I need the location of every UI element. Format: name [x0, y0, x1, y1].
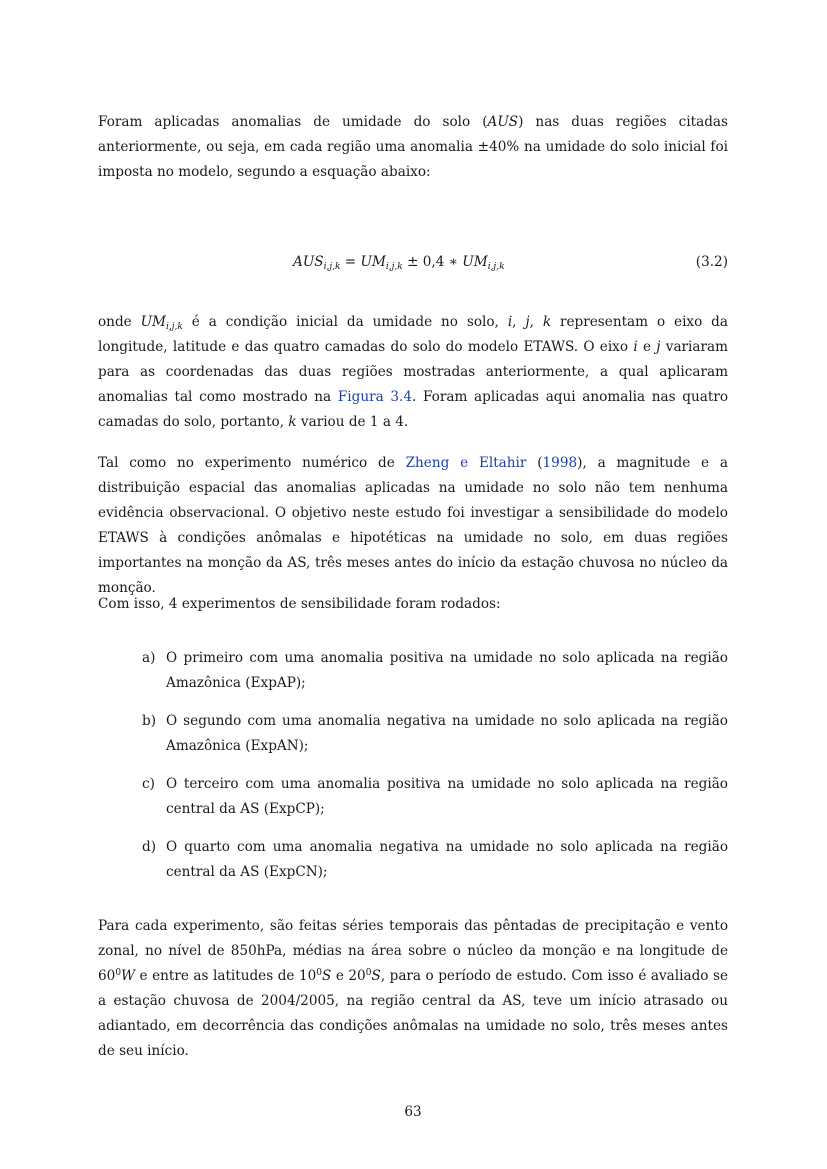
- paragraph-analysis-method: Para cada experimento, são feitas séries temporais das pêntadas de precipitação e vento zonal, no nível de 850hPa, médias na área sobre o núcleo da monção e na longitude de $60^0W$ e entre as latitudes de $10^0S$ e $20^0S$, para o período de estudo. Com isso é avaliado se a estação chuvosa de 2004/2005, na região central da AS, teve um início atrasado ou adiantado, em decorrência das condições anômalas na umidade no solo, três meses antes de seu início.: [98, 918, 728, 1059]
- list-item: [142, 835, 728, 885]
- equation-number: (3.2): [695, 254, 728, 270]
- paragraph-equation-explanation: onde $UM_{i,j,k}$ é a condição inicial da umidade no solo, i, j, k representam o eixo da longitude, latitude e das quatro camadas do solo do modelo ETAWS. O eixo i e j variaram para as coordenadas das duas regiões mostradas anteriormente, a qual aplicaram anomalias tal como mostrado na Figura 3.4. Foram aplicadas aqui anomalia nas quatro camadas do solo, portanto, k variou de 1 a 4.: [98, 314, 729, 430]
- paragraph-experiments-intro: Com isso, 4 experimentos de sensibilidade foram rodados:: [98, 596, 501, 612]
- figure-reference-link[interactable]: Figura 3.4: [337, 389, 412, 405]
- paragraph-intro: Foram aplicadas anomalias de umidade do solo (AUS) nas duas regiões citadas anteriormente, ou seja, em cada região uma anomalia ±40% na umidade do solo inicial foi imposta no modelo, segundo a esquação abaixo:: [98, 114, 728, 180]
- list-item: [142, 772, 728, 822]
- list-item-text: O quarto com uma anomalia negativa na umidade no solo aplicada na região central da AS (ExpCN);: [166, 839, 728, 880]
- page-number: 63: [404, 1104, 422, 1120]
- equation-3-2: [98, 250, 728, 275]
- list-item-text: O primeiro com uma anomalia positiva na umidade no solo aplicada na região Amazônica (ExpAP);: [166, 650, 728, 691]
- citation-authors-link[interactable]: Zheng e Eltahir: [405, 455, 527, 471]
- list-item: [142, 646, 728, 696]
- math-aus: AUS: [487, 114, 519, 130]
- list-item-text: O segundo com uma anomalia negativa na umidade no solo aplicada na região Amazônica (ExpAN);: [166, 713, 728, 754]
- list-item-marker: c): [142, 776, 155, 792]
- citation-year-link[interactable]: 1998: [542, 455, 578, 471]
- list-item-marker: b): [142, 713, 157, 729]
- list-item-marker: a): [142, 650, 156, 666]
- list-item: [142, 709, 728, 759]
- list-item-text: O terceiro com uma anomalia positiva na umidade no solo aplicada na região central da AS (ExpCP);: [166, 776, 728, 817]
- list-item-marker: d): [142, 839, 157, 855]
- equation-body: $AUS_{i,j,k} = UM_{i,j,k} \pm 0,4$ ∗ $UM_{i,j,k}$: [293, 254, 505, 272]
- paragraph-experiment-motivation: Tal como no experimento numérico de Zheng e Eltahir (1998), a magnitude e a distribuição espacial das anomalias aplicadas na umidade no solo não tem nenhuma evidência observacional. O objetivo neste estudo foi investigar a sensibilidade do modelo ETAWS à condições anômalas e hipotéticas na umidade no solo, em duas regiões importantes na monção da AS, três meses antes do início da estação chuvosa no núcleo da monção.: [98, 455, 729, 596]
